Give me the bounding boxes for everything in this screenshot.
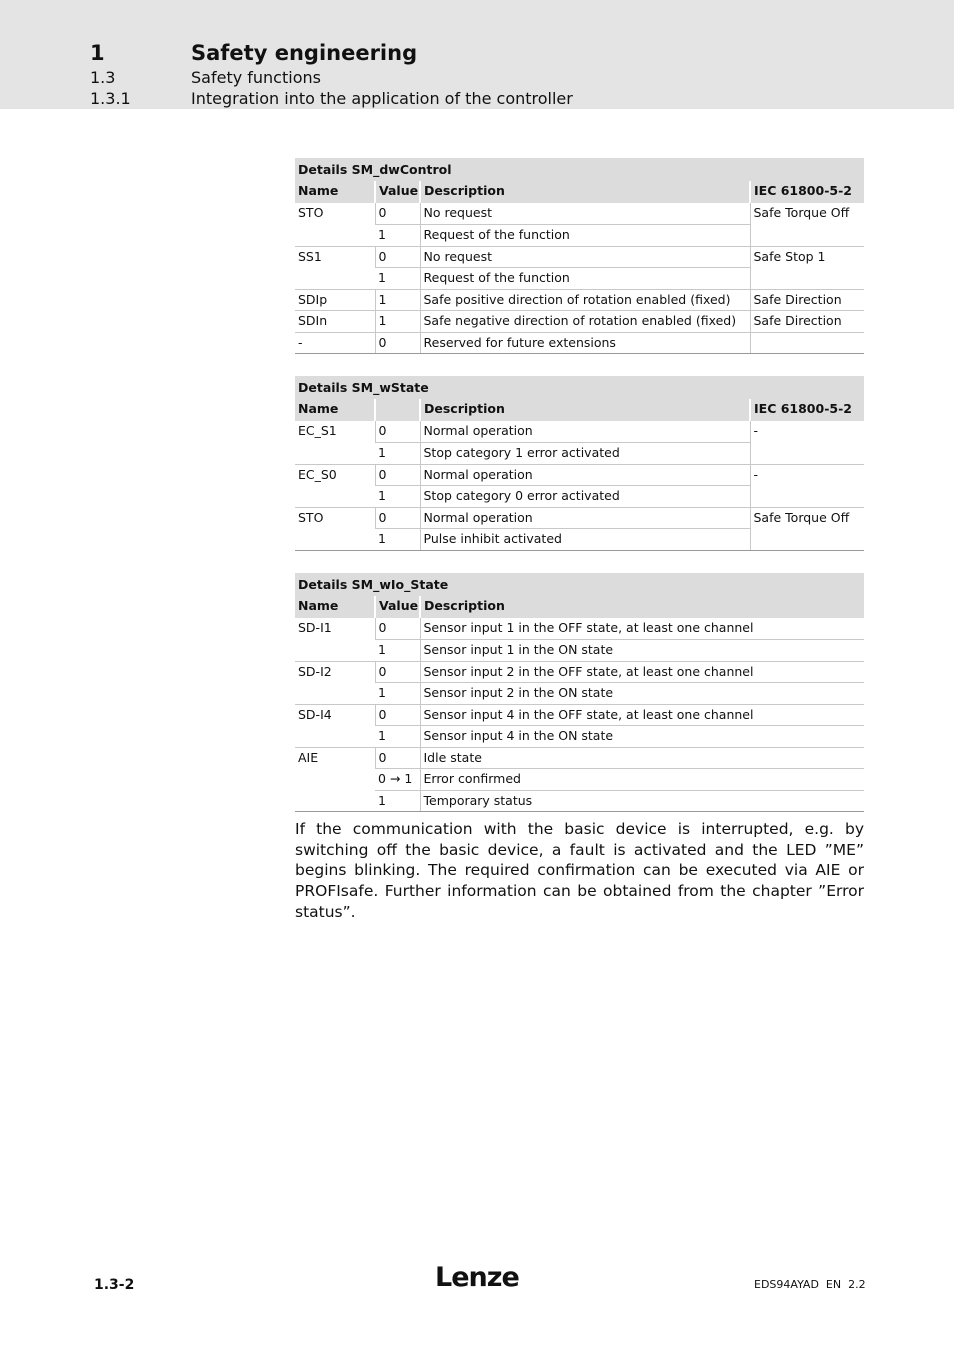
column-header-value: Value bbox=[375, 181, 420, 203]
column-header-description: Description bbox=[420, 399, 750, 421]
cell-description: Temporary status bbox=[420, 790, 864, 812]
column-header-iec: IEC 61800-5-2 bbox=[750, 181, 864, 203]
cell-description: Idle state bbox=[420, 747, 864, 769]
cell-value: 0 bbox=[375, 618, 420, 640]
cell-description: Normal operation bbox=[420, 464, 750, 486]
chapter-number: 1 bbox=[90, 41, 105, 65]
cell-iec: - bbox=[750, 464, 864, 507]
subsection-number: 1.3.1 bbox=[90, 89, 131, 108]
cell-name: EC_S0 bbox=[295, 464, 375, 507]
cell-name: SDIn bbox=[295, 311, 375, 333]
cell-iec: - bbox=[750, 421, 864, 464]
cell-value: 1 bbox=[375, 790, 420, 812]
cell-description: Sensor input 4 in the OFF state, at least one channel bbox=[420, 704, 864, 726]
cell-value: 1 bbox=[375, 289, 420, 311]
cell-description: Request of the function bbox=[420, 225, 750, 247]
column-header-value bbox=[375, 399, 420, 421]
column-header-name: Name bbox=[295, 181, 375, 203]
cell-description: Stop category 0 error activated bbox=[420, 486, 750, 508]
subsection-title: Integration into the application of the controller bbox=[191, 89, 573, 108]
section-number: 1.3 bbox=[90, 68, 116, 87]
cell-value: 1 bbox=[375, 683, 420, 705]
table-row bbox=[295, 421, 864, 443]
column-header-description: Description bbox=[420, 181, 750, 203]
cell-name: STO bbox=[295, 203, 375, 246]
column-header-value: Value bbox=[375, 596, 420, 618]
cell-description: Pulse inhibit activated bbox=[420, 529, 750, 551]
table-title: Details SM_wState bbox=[295, 376, 864, 399]
table-row bbox=[295, 311, 864, 333]
cell-value: 0 bbox=[375, 246, 420, 268]
cell-description: Safe positive direction of rotation enabled (fixed) bbox=[420, 289, 750, 311]
cell-value: 0 bbox=[375, 704, 420, 726]
table-row bbox=[295, 790, 864, 812]
cell-name: SD-I4 bbox=[295, 704, 375, 747]
cell-description: No request bbox=[420, 203, 750, 225]
table-row bbox=[295, 618, 864, 640]
cell-description: Normal operation bbox=[420, 507, 750, 529]
cell-name: STO bbox=[295, 507, 375, 550]
page-number: 1.3-2 bbox=[94, 1277, 135, 1293]
cell-value: 0 bbox=[375, 661, 420, 683]
cell-description: Safe negative direction of rotation enabled (fixed) bbox=[420, 311, 750, 333]
table-row bbox=[295, 464, 864, 486]
cell-description: Sensor input 1 in the ON state bbox=[420, 640, 864, 662]
cell-value: 1 bbox=[375, 529, 420, 551]
table-row bbox=[295, 747, 864, 769]
table-title: Details SM_wIo_State bbox=[295, 573, 864, 596]
table-row bbox=[295, 246, 864, 268]
cell-description: Request of the function bbox=[420, 268, 750, 290]
cell-value: 1 bbox=[375, 486, 420, 508]
table-row bbox=[295, 769, 864, 791]
cell-value: 1 bbox=[375, 640, 420, 662]
cell-value: 1 bbox=[375, 268, 420, 290]
cell-value: 0 bbox=[375, 464, 420, 486]
cell-value: 1 bbox=[375, 311, 420, 333]
lenze-logo: Lenze bbox=[435, 1262, 519, 1293]
column-header-description: Description bbox=[420, 596, 864, 618]
table-row bbox=[295, 332, 864, 354]
cell-iec: Safe Direction bbox=[750, 311, 864, 333]
cell-value: 0 bbox=[375, 421, 420, 443]
cell-value: 0 bbox=[375, 332, 420, 354]
column-header-name: Name bbox=[295, 596, 375, 618]
cell-name: SDIp bbox=[295, 289, 375, 311]
table-title: Details SM_dwControl bbox=[295, 158, 864, 181]
cell-name: EC_S1 bbox=[295, 421, 375, 464]
column-header-name: Name bbox=[295, 399, 375, 421]
document-id: EDS94AYAD EN 2.2 bbox=[754, 1278, 866, 1291]
cell-description: No request bbox=[420, 246, 750, 268]
cell-name: - bbox=[295, 332, 375, 354]
table-row bbox=[295, 203, 864, 225]
cell-description: Sensor input 2 in the ON state bbox=[420, 683, 864, 705]
cell-value: 1 bbox=[375, 726, 420, 748]
table-sm-wio-state bbox=[295, 573, 864, 812]
cell-description: Normal operation bbox=[420, 421, 750, 443]
cell-value: 0 bbox=[375, 507, 420, 529]
cell-name: SD-I1 bbox=[295, 618, 375, 661]
cell-name: AIE bbox=[295, 747, 375, 812]
cell-name: SS1 bbox=[295, 246, 375, 289]
cell-value: 0 bbox=[375, 203, 420, 225]
table-row bbox=[295, 640, 864, 662]
table-row bbox=[295, 661, 864, 683]
cell-description: Sensor input 1 in the OFF state, at least one channel bbox=[420, 618, 864, 640]
cell-value: 1 bbox=[375, 443, 420, 465]
table-row bbox=[295, 726, 864, 748]
table-row bbox=[295, 683, 864, 705]
cell-description: Error confirmed bbox=[420, 769, 864, 791]
cell-description: Sensor input 2 in the OFF state, at least one channel bbox=[420, 661, 864, 683]
table-sm-wstate bbox=[295, 376, 864, 551]
cell-description: Stop category 1 error activated bbox=[420, 443, 750, 465]
table-sm-dwcontrol bbox=[295, 158, 864, 354]
column-header-iec: IEC 61800-5-2 bbox=[750, 399, 864, 421]
cell-description: Reserved for future extensions bbox=[420, 332, 750, 354]
cell-iec: Safe Stop 1 bbox=[750, 246, 864, 289]
table-row bbox=[295, 704, 864, 726]
cell-iec: Safe Direction bbox=[750, 289, 864, 311]
cell-value: 0 → 1 bbox=[375, 769, 420, 791]
body-paragraph: If the communication with the basic device is interrupted, e.g. by switching off the basic device, a fault is activated and the LED ”ME” begins blinking. The required confirmation can be executed via AIE or PROFIsafe. Further information can be obtained from the chapter ”Error status”. bbox=[295, 820, 864, 921]
cell-value: 0 bbox=[375, 747, 420, 769]
table-row bbox=[295, 289, 864, 311]
cell-iec: Safe Torque Off bbox=[750, 203, 864, 246]
cell-name: SD-I2 bbox=[295, 661, 375, 704]
table-row bbox=[295, 507, 864, 529]
cell-value: 1 bbox=[375, 225, 420, 247]
page-header bbox=[0, 0, 954, 109]
chapter-title: Safety engineering bbox=[191, 41, 418, 65]
cell-iec: Safe Torque Off bbox=[750, 507, 864, 550]
section-title: Safety functions bbox=[191, 68, 321, 87]
cell-description: Sensor input 4 in the ON state bbox=[420, 726, 864, 748]
cell-iec bbox=[750, 332, 864, 354]
